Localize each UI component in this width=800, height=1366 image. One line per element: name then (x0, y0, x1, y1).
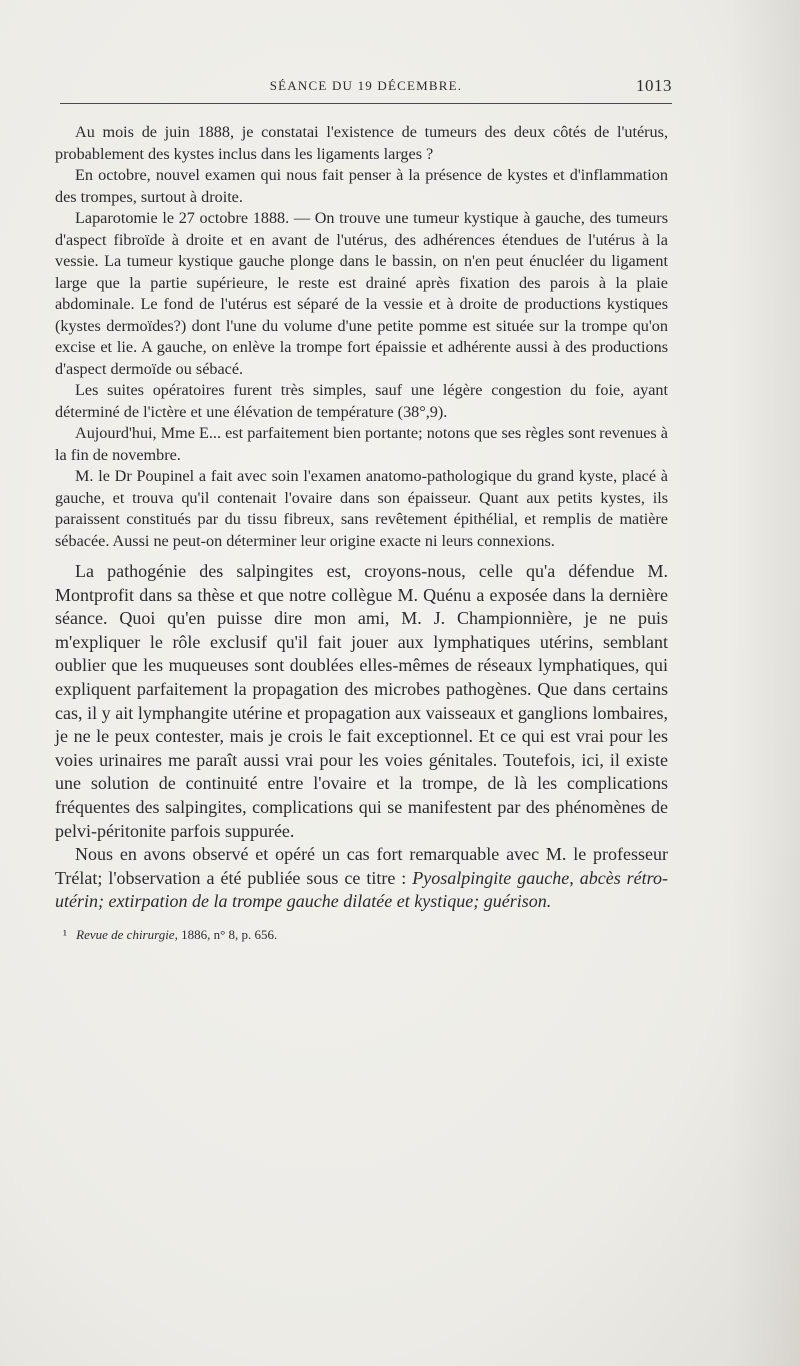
discussion-text (55, 560, 668, 914)
footnote (55, 926, 668, 944)
paragraph: Laparotomie le 27 octobre 1888. — On trouve une tumeur kystique à gauche, des tumeurs d'aspect fibroïde à droite et en avant de l'utérus, des adhérences étendues de l'utérus à la vessie. La tumeur kystique gauche plonge dans le bassin, on n'en peut énucléer du ligament large que la partie supérieure, le reste est drainé après fixation des parois à la plaie abdominale. Le fond de l'utérus est séparé de la vessie et à droite de productions kystiques (kystes dermoïdes?) dont l'une du volume d'une petite pomme est située sur la trompe qu'on excise et lie. A gauche, on enlève la trompe fort épaissie et adhérente aussi à des productions d'aspect dermoïde ou sébacé. (55, 209, 668, 378)
page-edge-shadow (730, 0, 800, 1366)
page-header (60, 78, 672, 102)
paragraph (55, 843, 668, 914)
header-rule (60, 103, 672, 104)
paragraph: La pathogénie des salpingites est, croyons-nous, celle qu'a défendue M. Montprofit dans sa thèse et que notre collègue M. Quénu a exposée dans la dernière séance. Quoi qu'en puisse dire mon ami, M. J. Championnière, je ne puis m'expliquer le rôle exclusif qu'il fait jouer aux lymphatiques utérins, semblant oublier que les muqueuses sont doublées elles-mêmes de réseaux lymphatiques, qui expliquent parfaitement la propagation des microbes pathogènes. Que dans certains cas, il y ait lymphangite utérine et propagation aux vaisseaux et ganglions lombaires, je ne le peux contester, mais je crois le fait exceptionnel. Et ce qui est vrai pour les voies urinaires me paraît aussi vrai pour les voies génitales. Toutefois, ici, il existe une solution de continuité entre l'ovaire et la trompe, de là les complications fréquentes des salpingites, complications qui se manifestent par des phénomènes de pelvi-péritonite parfois suppurée. (55, 561, 668, 841)
paragraph: Les suites opératoires furent très simples, sauf une légère congestion du foie, ayant déterminé de l'ictère et une élévation de température (38°,9). (55, 381, 668, 421)
paragraph-lead: Nous en avons observé et opéré un cas fort remarquable avec M. le professeur Trélat; l'observation a été publiée sous ce titre : (55, 844, 668, 888)
footnote-journal: Revue de chirurgie, (76, 926, 178, 942)
paragraph: En octobre, nouvel examen qui nous fait penser à la présence de kystes et d'inflammation des trompes, surtout à droite. (55, 166, 668, 206)
footnote-citation: 1886, n° 8, p. 656. (181, 926, 278, 942)
paragraph: Au mois de juin 1888, je constatai l'existence de tumeurs des deux côtés de l'utérus, probablement des kystes inclus dans les ligaments larges ? (55, 123, 668, 163)
observation-text (55, 122, 668, 552)
page-number: 1013 (636, 76, 672, 95)
page-body (55, 122, 668, 944)
paragraph: M. le Dr Poupinel a fait avec soin l'examen anatomo-pathologique du grand kyste, placé à gauche, et trouva qu'il contenait l'ovaire dans son épaisseur. Quant aux petits kystes, ils paraissent constitués par du tissu fibreux, sans revêtement épithélial, et remplis de matière sébacée. Aussi ne peut-on déterminer leur origine exacte ni leurs connexions. (55, 467, 668, 550)
running-head: SÉANCE DU 19 DÉCEMBRE. (269, 78, 463, 93)
paragraph: Aujourd'hui, Mme E... est parfaitement bien portante; notons que ses règles sont revenues à la fin de novembre. (55, 424, 668, 464)
footnote-mark: ¹ (63, 926, 67, 942)
case-title: Pyosalpingite gauche, abcès rétro-utérin; extirpation de la trompe gauche dilatée et kystique; guérison. (55, 867, 668, 912)
